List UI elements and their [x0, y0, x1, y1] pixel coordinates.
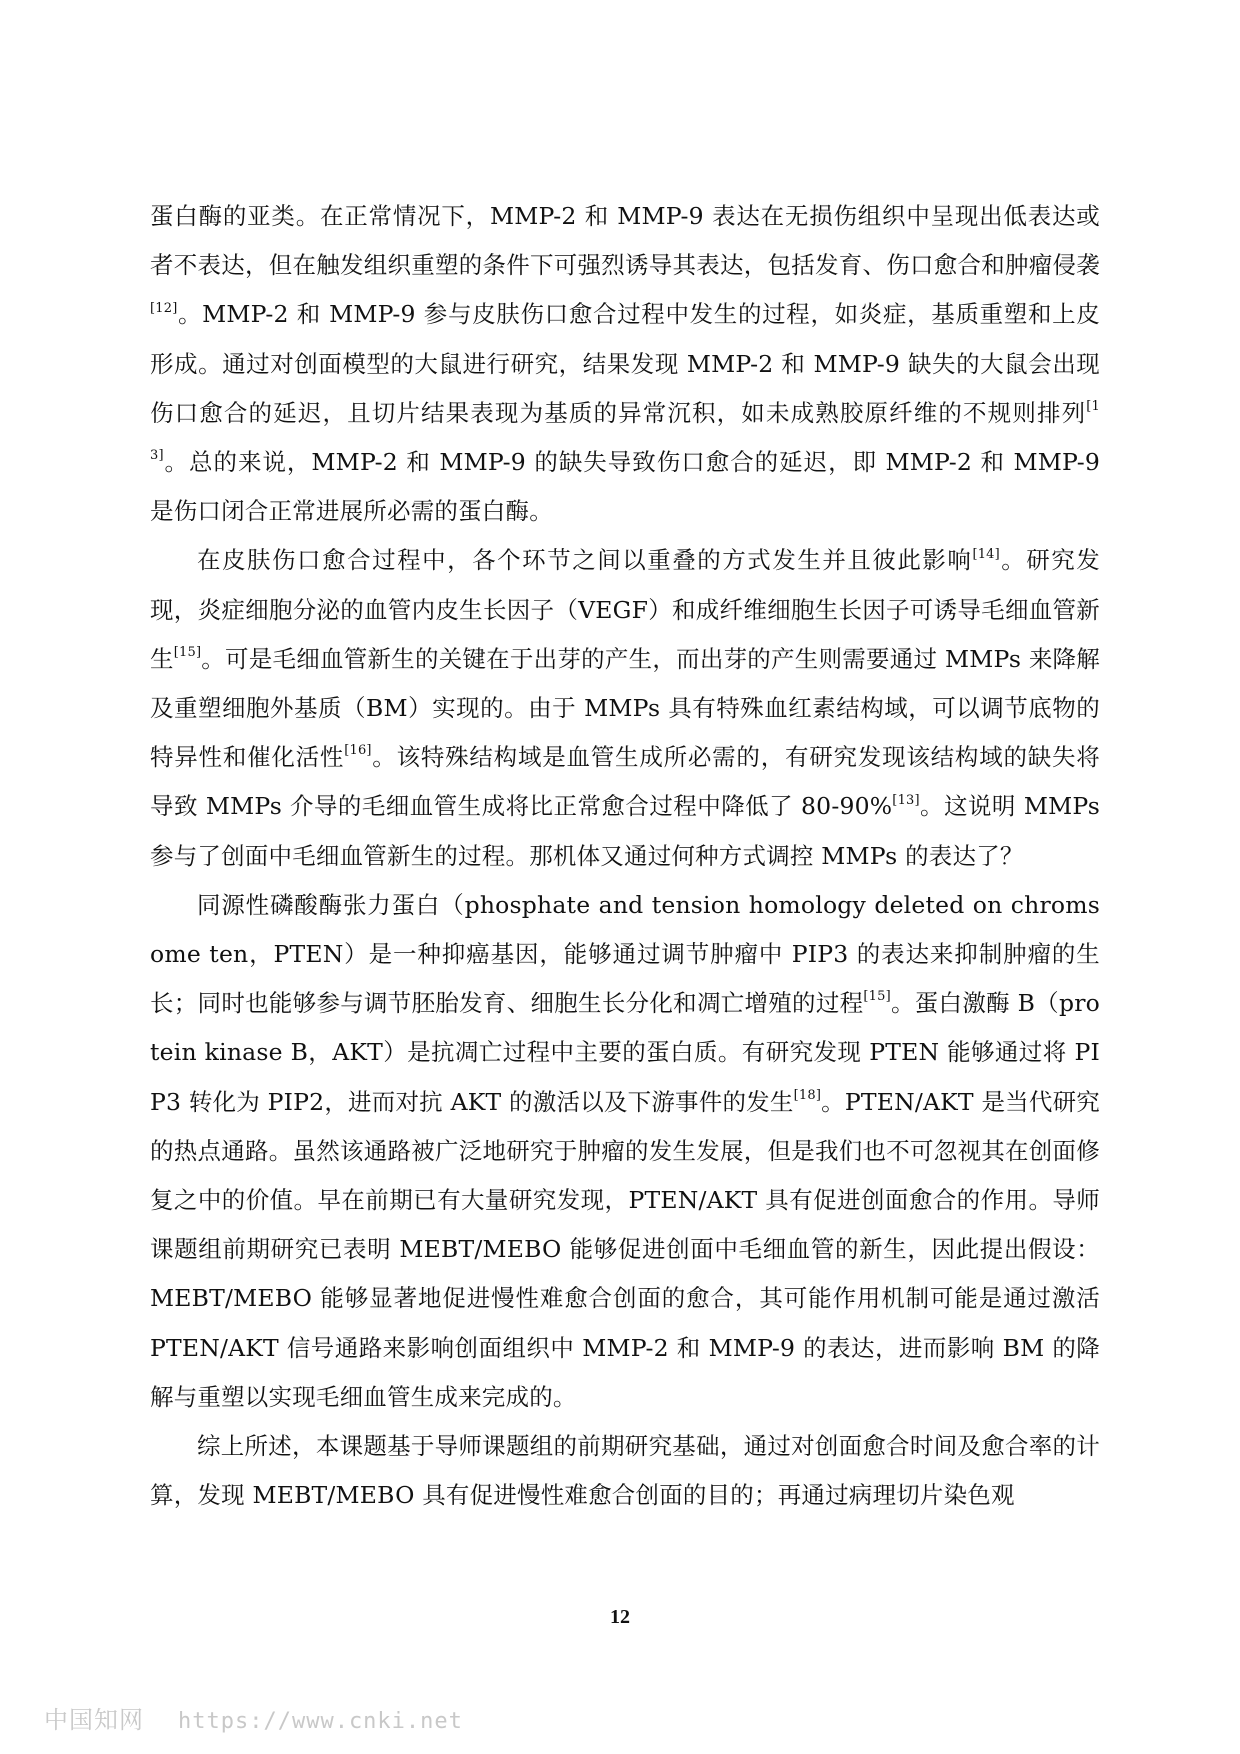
citation-marker: [16]: [344, 743, 372, 759]
paragraph-text: 综上所述，本课题基于导师课题组的前期研究基础，通过对创面愈合时间及愈合率的计算，发现 MEBT/MEBO 具有促进慢性难愈合创面的目的；再通过病理切片染色观: [150, 1432, 1100, 1510]
paragraph-text: 。研究发现，炎症细胞分泌的血管内皮生长因子（VEGF）和成纤维细胞生长因子可诱导毛细血管新生: [150, 546, 1100, 673]
paragraph-text: 。蛋白激酶 B（protein kinase B，AKT）是抗凋亡过程中主要的蛋白质。有研究发现 PTEN 能够通过将 PIP3 转化为 PIP2，进而对抗 AKT 的激活以及下游事件的发生: [150, 989, 1100, 1116]
paragraph-text: 同源性磷酸酶张力蛋白（phosphate and tension homology deleted on chromsome ten，PTEN）是一种抑癌基因，能够通过调节肿瘤中 PIP3 的表达来抑制肿瘤的生长；同时也能够参与调节胚胎发育、细胞生长分化和凋亡增殖的过程: [150, 890, 1100, 1018]
body-paragraph: [150, 536, 1100, 880]
citation-marker: [12]: [150, 300, 178, 316]
page-number: 12: [610, 1606, 630, 1628]
paragraph-text: 在皮肤伤口愈合过程中，各个环节之间以重叠的方式发生并且彼此影响: [197, 546, 973, 575]
watermark-brand: 中国知网: [44, 1706, 144, 1734]
body-paragraph: [150, 192, 1100, 536]
paragraph-text: 。该特殊结构域是血管生成所必需的，有研究发现该结构域的缺失将导致 MMPs 介导的毛细血管生成将比正常愈合过程中降低了 80-90%: [150, 743, 1100, 821]
watermark-url: https://www.cnki.net: [178, 1709, 463, 1734]
body-paragraph: [150, 881, 1100, 1422]
body-paragraph: [150, 1422, 1100, 1520]
paragraph-text: 。总的来说，MMP-2 和 MMP-9 的缺失导致伤口愈合的延迟，即 MMP-2 和 MMP-9 是伤口闭合正常进展所必需的蛋白酶。: [150, 448, 1100, 526]
paragraph-text: 。可是毛细血管新生的关键在于出芽的产生，而出芽的产生则需要通过 MMPs 来降解及重塑细胞外基质（BM）实现的。由于 MMPs 具有特殊血红素结构域，可以调节底物的特异性和催化活性: [150, 644, 1100, 772]
paragraph-text: 蛋白酶的亚类。在正常情况下，MMP-2 和 MMP-9 表达在无损伤组织中呈现出低表达或者不表达，但在触发组织重塑的条件下可强烈诱导其表达，包括发育、伤口愈合和肿瘤侵袭: [150, 202, 1100, 280]
paragraph-text: 。MMP-2 和 MMP-9 参与皮肤伤口愈合过程中发生的过程，如炎症，基质重塑和上皮形成。通过对创面模型的大鼠进行研究，结果发现 MMP-2 和 MMP-9 缺失的大鼠会出现伤口愈合的延迟，且切片结果表现为基质的异常沉积，如未成熟胶原纤维的不规则排列: [150, 300, 1100, 427]
citation-marker: [15]: [173, 645, 202, 660]
paragraph-text: 。这说明 MMPs 参与了创面中毛细血管新生的过程。那机体又通过何种方式调控 MMPs 的表达了？: [150, 792, 1100, 870]
paragraph-text: 。PTEN/AKT 是当代研究的热点通路。虽然该通路被广泛地研究于肿瘤的发生发展，但是我们也不可忽视其在创面修复之中的价值。早在前期已有大量研究发现，PTEN/AKT 具有促进创面愈合的作用。导师课题组前期研究已表明 MEBT/MEBO 能够促进创面中毛细血管的新生，因此提出假设：MEBT/MEBO 能够显著地促进慢性难愈合创面的愈合，其可能作用机制可能是通过激活 PTEN/AKT 信号通路来影响创面组织中 MMP-2 和 MMP-9 的表达，进而影响 BM 的降解与重塑以实现毛细血管生成来完成的。: [150, 1087, 1100, 1411]
citation-marker: [14]: [972, 546, 1000, 562]
document-body: [150, 192, 1100, 1520]
cnki-watermark: [44, 1700, 463, 1735]
citation-marker: [15]: [863, 989, 891, 1005]
citation-marker: [13]: [150, 398, 1100, 464]
citation-marker: [18]: [793, 1087, 822, 1103]
citation-marker: [13]: [892, 792, 920, 808]
